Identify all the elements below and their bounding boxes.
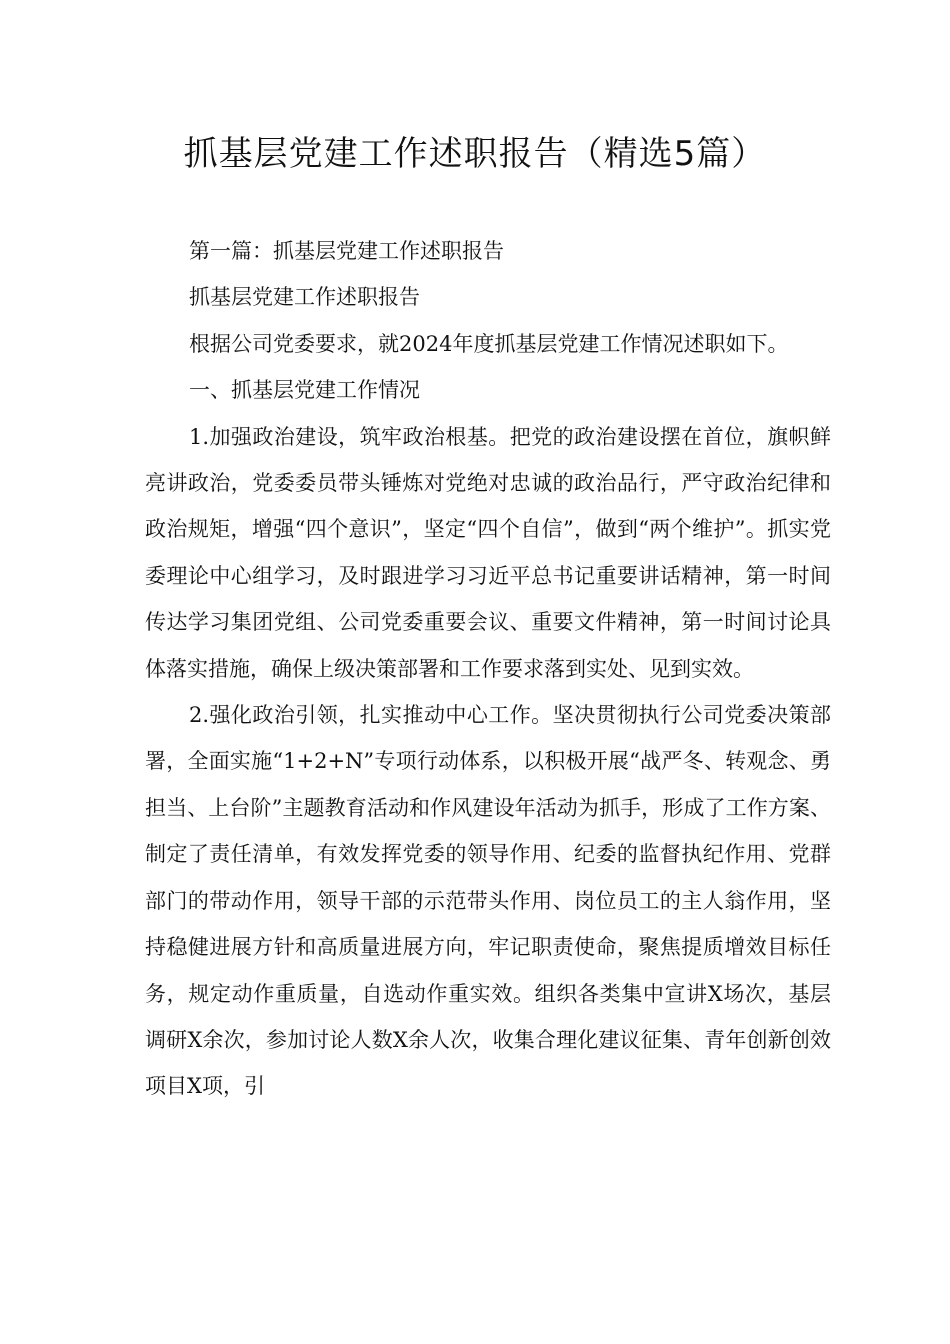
document-body — [145, 228, 831, 1110]
body-paragraph-1: 1.加强政治建设，筑牢政治根基。把党的政治建设摆在首位，旗帜鲜亮讲政治，党委委员带头锤炼对党绝对忠诚的政治品行，严守政治纪律和政治规矩，增强“四个意识”，坚定“四个自信”，做到“两个维护”。抓实党委理论中心组学习，及时跟进学习习近平总书记重要讲话精神，第一时间传达学习集团党组、公司党委重要会议、重要文件精神，第一时间讨论具体落实措施，确保上级决策部署和工作要求落到实处、见到实效。 — [145, 424, 831, 681]
document-title: 抓基层党建工作述职报告（精选5篇） — [183, 134, 767, 174]
body-paragraph-2: 2.强化政治引领，扎实推动中心工作。坚决贯彻执行公司党委决策部署，全面实施“1+2+N”专项行动体系，以积极开展“战严冬、转观念、勇担当、上台阶”主题教育活动和作风建设年活动为抓手，形成了工作方案、制定了责任清单，有效发挥党委的领导作用、纪委的监督执纪作用、党群部门的带动作用，领导干部的示范带头作用、岗位员工的主人翁作用，坚持稳健进展方针和高质量进展方向，牢记职责使命，聚焦提质增效目标任务，规定动作重质量，自选动作重实效。组织各类集中宣讲X场次，基层调研X余次，参加讨论人数X余人次，收集合理化建议征集、青年创新创效项目X项，引 — [145, 703, 831, 1099]
intro-paragraph: 根据公司党委要求，就2024年度抓基层党建工作情况述职如下。 — [189, 331, 789, 356]
section-heading-part-one: 第一篇：抓基层党建工作述职报告 — [189, 239, 504, 263]
section-heading-one: 一、抓基层党建工作情况 — [189, 378, 420, 403]
report-subtitle: 抓基层党建工作述职报告 — [189, 285, 420, 310]
